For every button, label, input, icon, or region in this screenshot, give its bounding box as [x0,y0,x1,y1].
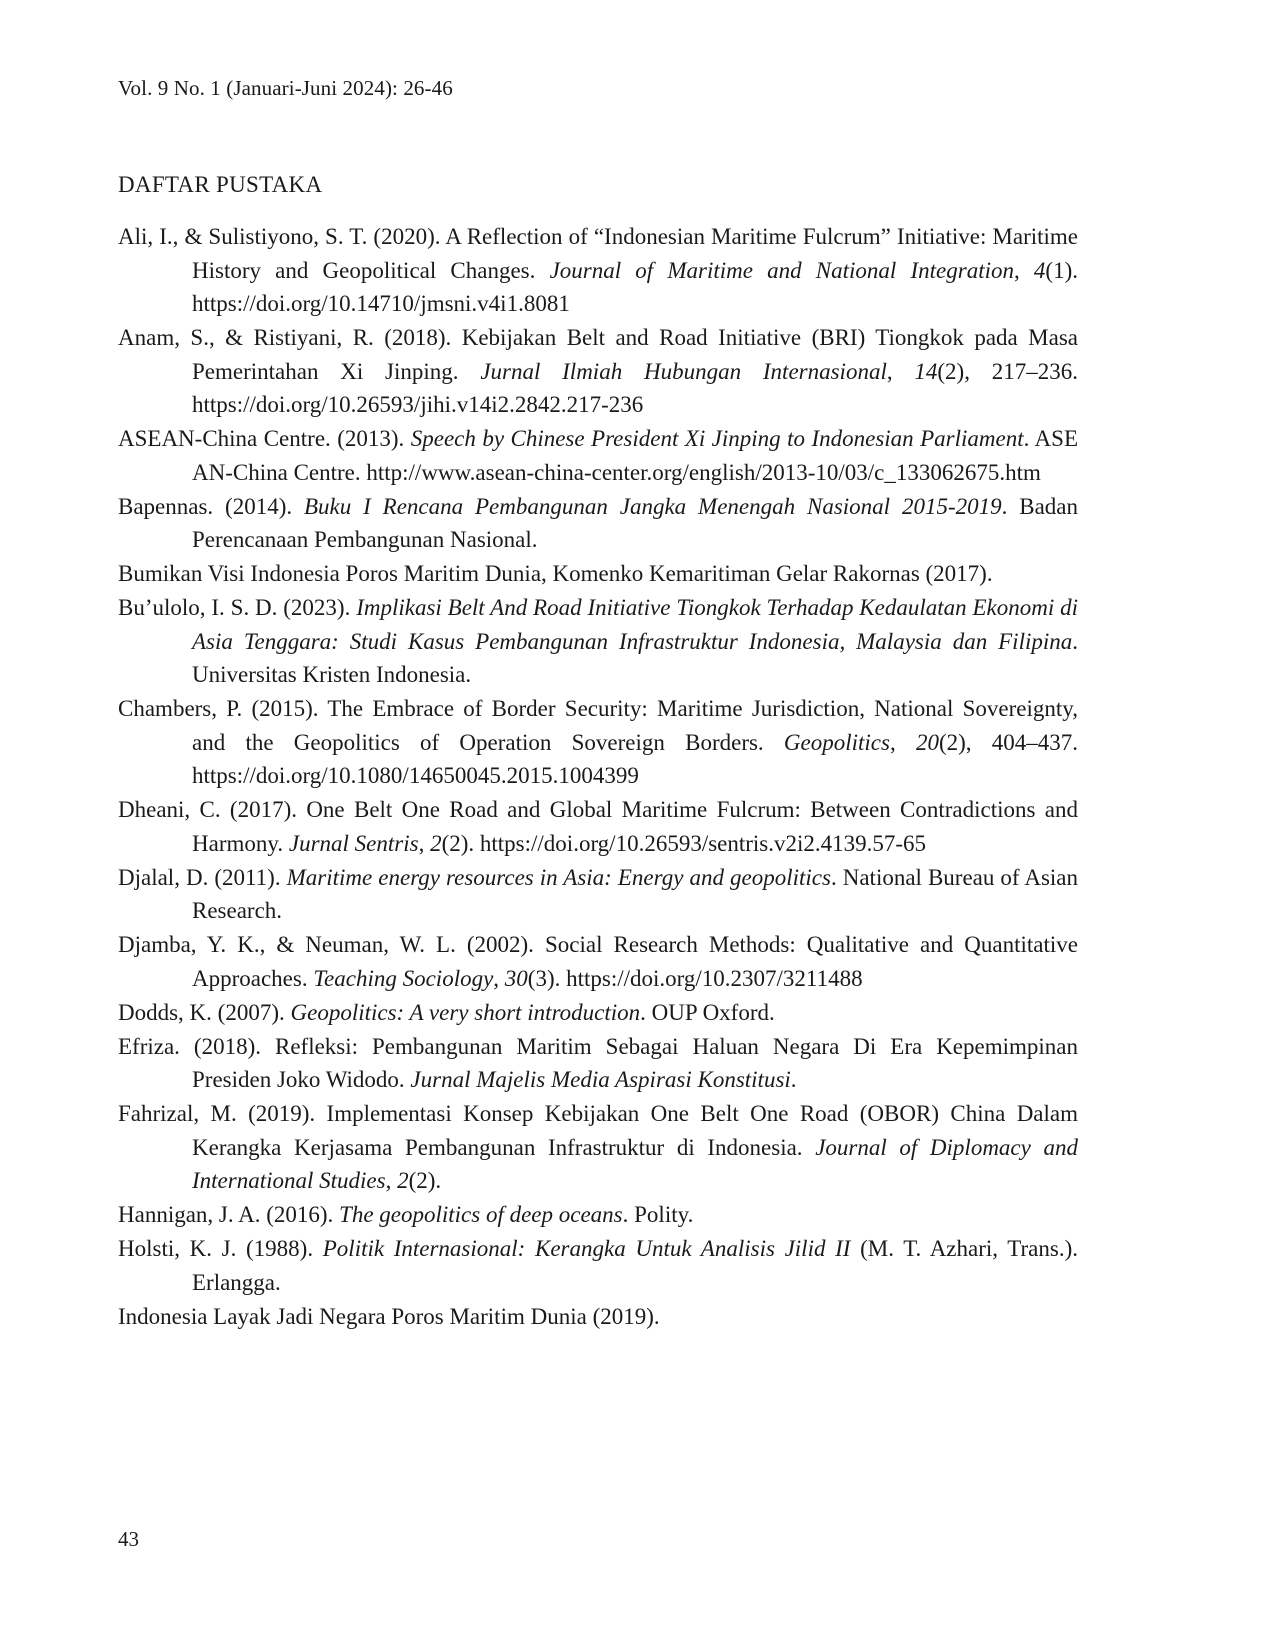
reference-text: Djamba, Y. K., & Neuman, W. L. (2002). Social Research Methods: Qualitative and Quantitative Approaches. [118,932,1078,991]
reference-text: Fahrizal, M. (2019). Implementasi Konsep Kebijakan One Belt One Road (OBOR) China Dalam Kerangka Kerjasama Pembangunan Infrastruktur di Indonesia. [118,1101,1078,1160]
reference-text: , [889,729,916,755]
reference-source-title: Jurnal Ilmiah Hubungan Internasional [480,358,887,384]
reference-entry [118,692,1078,793]
reference-entry [118,1030,1078,1097]
reference-source-title: The geopolitics of deep oceans [339,1202,623,1227]
reference-text: Dodds, K. (2007). [118,999,291,1025]
reference-text: (2). https://doi.org/10.26593/sentris.v2i2.4139.57-65 [441,830,927,856]
reference-entry [118,321,1078,422]
reference-source-title: Jurnal Sentris [288,830,419,856]
reference-entry [118,996,1078,1030]
reference-entry [118,422,1078,489]
reference-source-title: Geopolitics [783,729,890,755]
reference-text: (1). https://doi.org/10.14710/jmsni.v4i1.8081 [192,257,1078,316]
reference-text: Indonesia Layak Jadi Negara Poros Maritim Dunia (2019). [118,1303,660,1329]
reference-volume: 4 [1033,257,1046,283]
reference-entry [118,1232,1078,1299]
page-number: 43 [118,1527,139,1551]
reference-text: Bapennas. (2014). [118,493,304,519]
reference-entry [118,861,1078,928]
reference-text: , [385,1168,398,1193]
reference-entry [118,1097,1078,1198]
reference-volume: 2 [430,830,442,856]
reference-entry [118,928,1078,995]
reference-text: . Badan Perencanaan Pembangunan Nasional. [192,493,1078,552]
reference-text: (2), 217–236. https://doi.org/10.26593/jihi.v14i2.2842.217-236 [192,358,1078,417]
reference-text: . OUP Oxford. [640,999,775,1025]
reference-entry [118,1198,1078,1232]
reference-text: . National Bureau of Asian Research. [192,864,1079,923]
reference-text: (3). https://doi.org/10.2307/3211488 [527,965,863,991]
reference-text: Anam, S., & Ristiyani, R. (2018). Kebijakan Belt and Road Initiative (BRI) Tiongkok pada Masa Pemerintahan Xi Jinping. [118,325,1078,384]
reference-volume: 14 [914,358,938,384]
reference-source-title: Maritime energy resources in Asia: Energy and geopolitics [286,864,831,890]
reference-source-title: Speech by Chinese President Xi Jinping to Indonesian Parliament [410,426,1024,451]
reference-source-title: Journal of Diplomacy and International Studies [192,1134,1078,1193]
reference-entry [118,557,1078,591]
reference-text: . Polity. [622,1202,694,1227]
running-header: Vol. 9 No. 1 (Januari-Juni 2024): 26-46 [118,76,453,100]
reference-list [118,220,1078,1334]
reference-entry [118,1300,1078,1334]
reference-text: . [790,1067,797,1092]
reference-text: Efriza. (2018). Refleksi: Pembangunan Maritim Sebagai Haluan Negara Di Era Kepemimpinan Presiden Joko Widodo. [118,1033,1078,1092]
reference-source-title: Journal of Maritime and National Integration [549,257,1014,283]
reference-entry [118,490,1078,557]
reference-text: (M. T. Azhari, Trans.). Erlangga. [192,1236,1078,1295]
reference-volume: 2 [397,1168,409,1193]
reference-text: Bu’ulolo, I. S. D. (2023). [118,595,357,620]
reference-entry [118,220,1078,321]
reference-text: Bumikan Visi Indonesia Poros Maritim Dunia, Komenko Kemaritiman Gelar Rakornas (2017). [118,561,993,586]
reference-volume: 30 [504,965,528,991]
reference-source-title: Jurnal Majelis Media Aspirasi Konstitusi [410,1067,791,1092]
reference-text: ASEAN-China Centre. (2013). [118,426,411,451]
reference-text: , [493,965,505,991]
reference-entry [118,591,1078,692]
reference-text: , [1013,257,1034,283]
section-title: DAFTAR PUSTAKA [118,172,323,197]
reference-text: (2). [408,1168,442,1193]
reference-text: Ali, I., & Sulistiyono, S. T. (2020). A Reflection of “Indonesian Maritime Fulcrum” Initiative: Maritime History and Geopolitical Changes. [118,224,1078,283]
reference-text: , [886,358,915,384]
reference-text: Dheani, C. (2017). One Belt One Road and Global Maritime Fulcrum: Between Contradictions and Harmony. [118,797,1078,856]
reference-text: Djalal, D. (2011). [118,864,287,890]
reference-source-title: Politik Internasional: Kerangka Untuk Analisis Jilid II [322,1236,851,1261]
reference-text: . Universitas Kristen Indonesia. [192,628,1078,687]
reference-text: (2), 404–437. https://doi.org/10.1080/14650045.2015.1004399 [192,729,1079,788]
reference-volume: 20 [915,729,939,755]
reference-source-title: Implikasi Belt And Road Initiative Tiongkok Terhadap Kedaulatan Ekonomi di Asia Tenggara: Studi Kasus Pembangunan Infrastruktur Indonesia, Malaysia dan Filipina [192,595,1078,654]
reference-text: Hannigan, J. A. (2016). [118,1202,340,1227]
reference-source-title: Buku I Rencana Pembangunan Jangka Menengah Nasional 2015-2019 [304,493,1002,519]
reference-source-title: Teaching Sociology [313,965,494,991]
reference-text: Holsti, K. J. (1988). [118,1236,323,1261]
reference-entry [118,793,1078,860]
reference-text: Chambers, P. (2015). The Embrace of Border Security: Maritime Jurisdiction, National Sovereignty, and the Geopolitics of Operation Sovereign Borders. [118,696,1078,755]
reference-text: . ASEAN-China Centre. http://www.asean-china-center.org/english/2013-10/03/c_133062675.htm [192,426,1078,485]
reference-source-title: Geopolitics: A very short introduction [290,999,641,1025]
reference-text: , [418,830,431,856]
